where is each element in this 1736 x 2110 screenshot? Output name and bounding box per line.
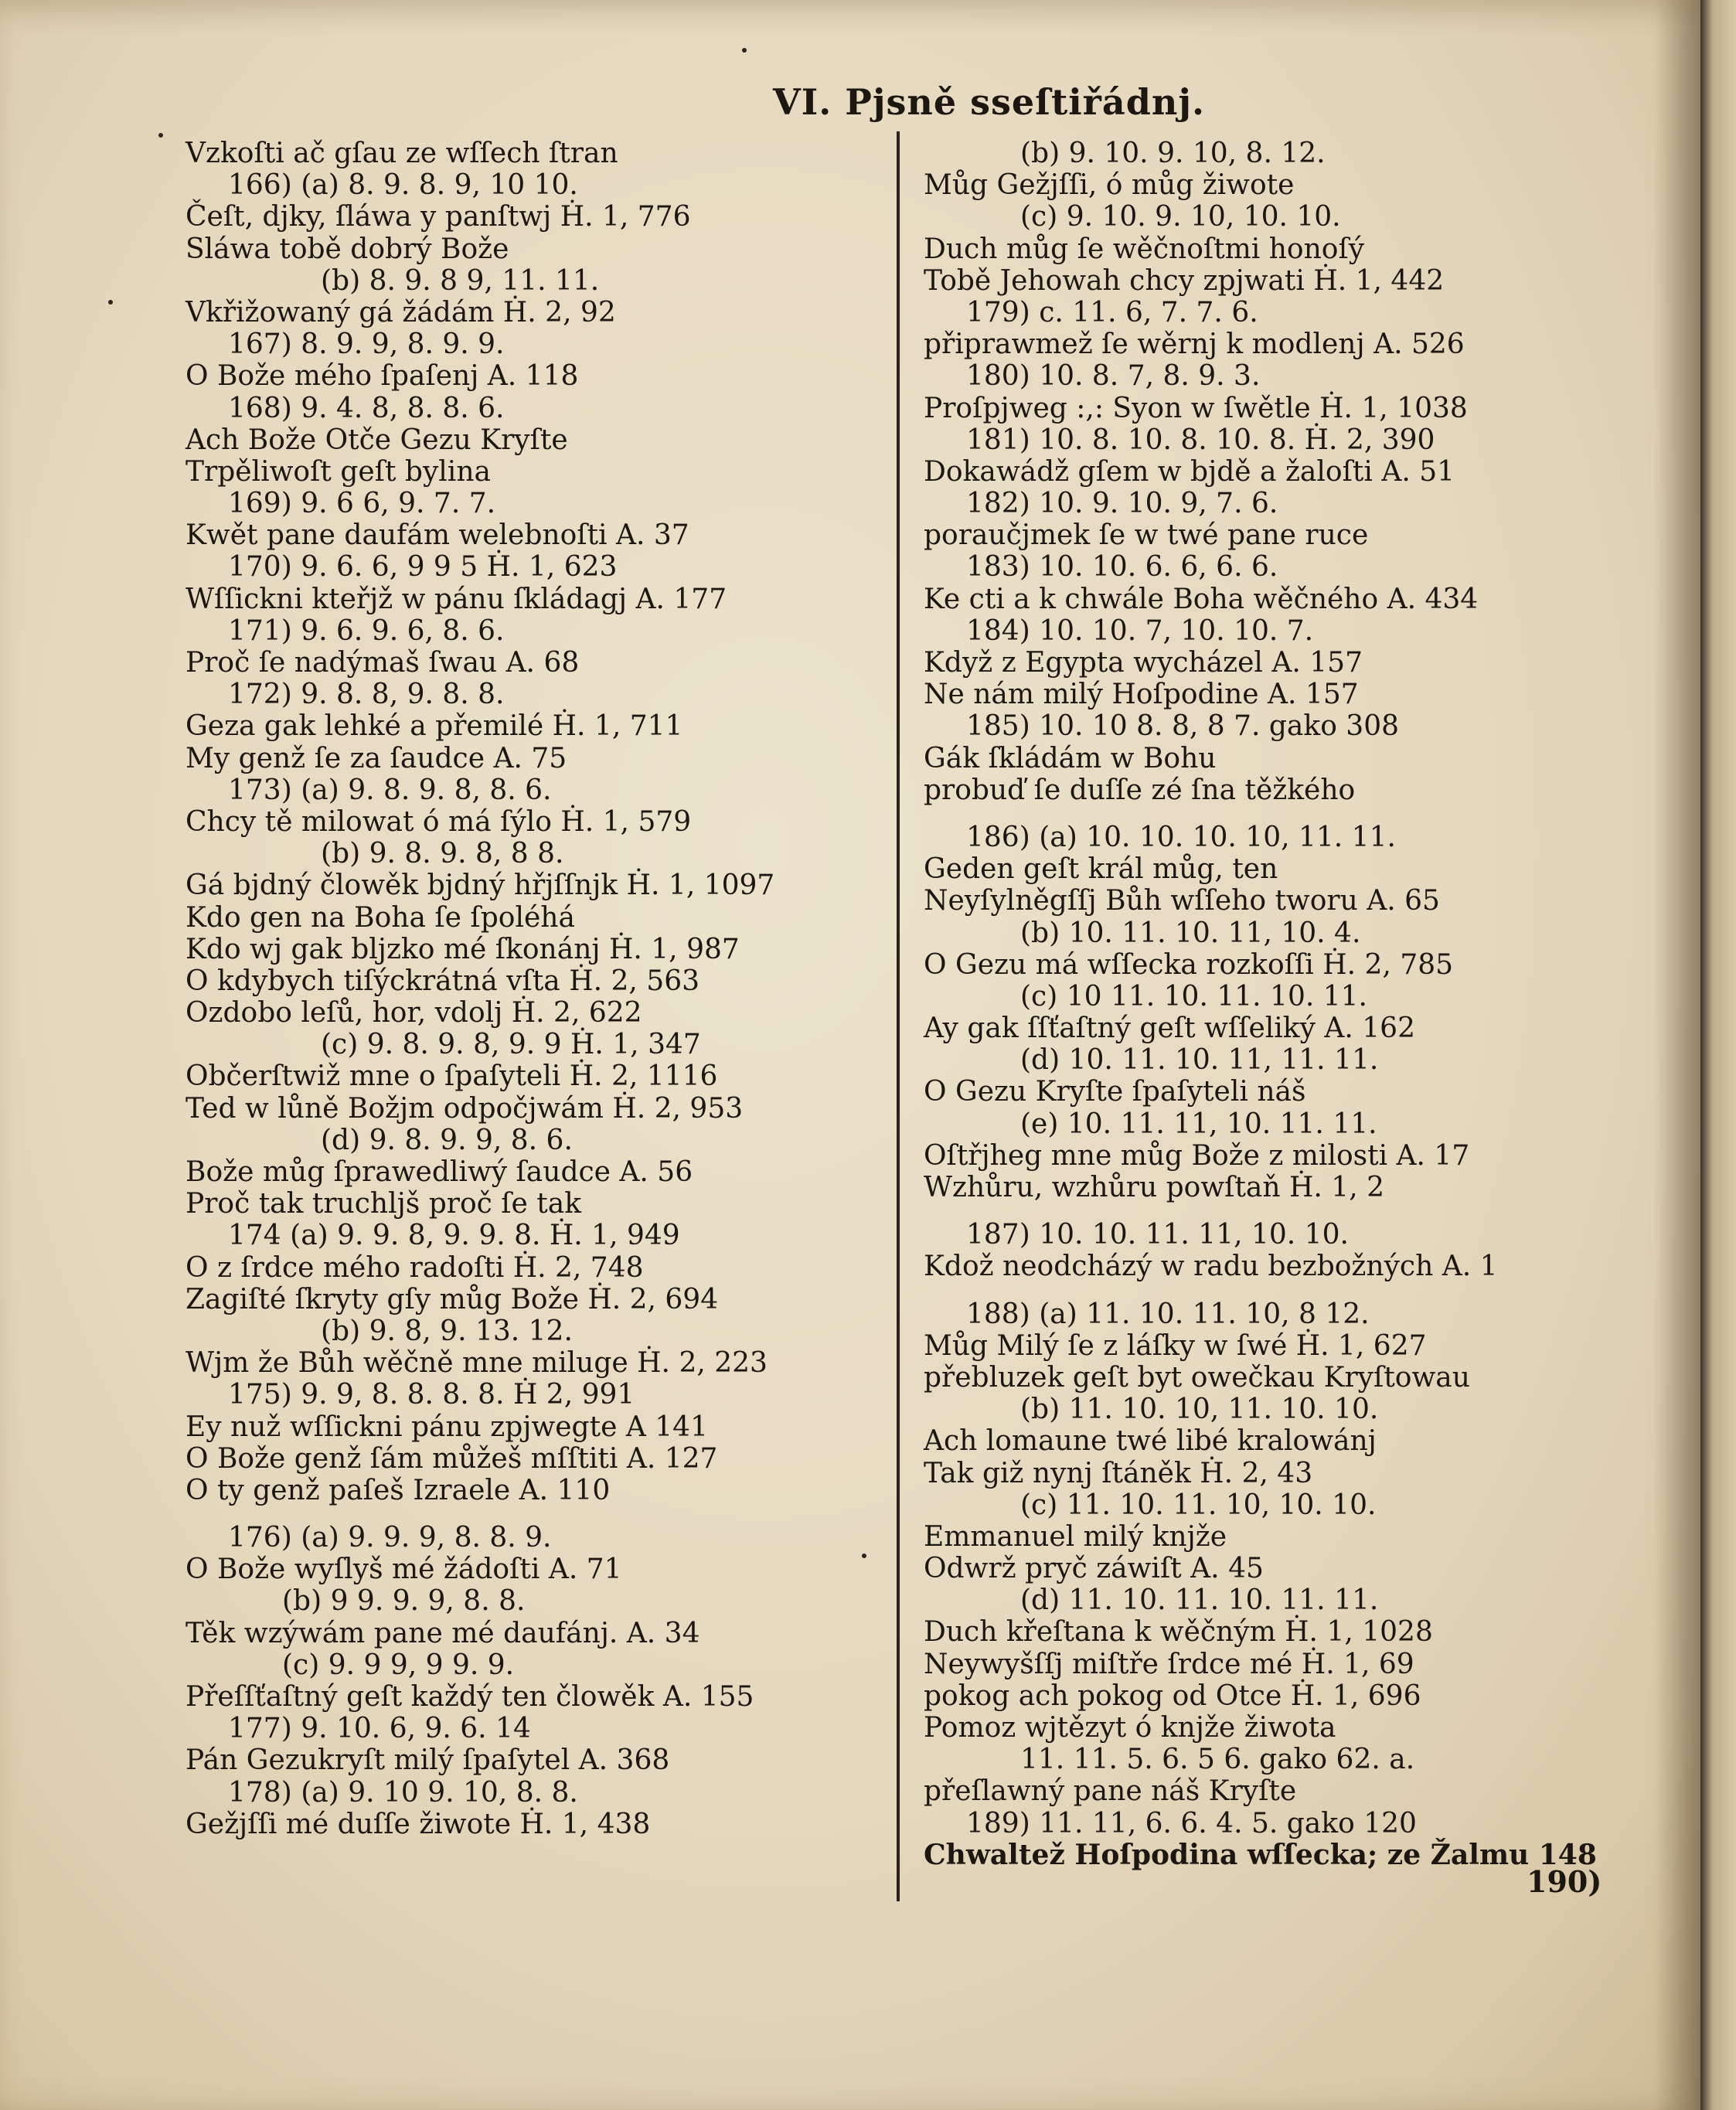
hymn-line: Zagiſté ſkryty gſy můg Bože Ḣ. 2, 694 [186,1283,719,1315]
meter-line: (d) 11. 10. 11. 10. 11. 11. [1020,1584,1379,1617]
meter-line: (c) 10 11. 10. 11. 10. 11. [1020,980,1367,1012]
meter-line: (b) 8. 9. 8 9, 11. 11. [321,264,600,297]
meter-line: 180) 10. 8. 7, 8. 9. 3. [966,360,1261,393]
meter-line: 173) (a) 9. 8. 9. 8, 8. 6. [228,774,552,806]
hymn-line: Bože můg ſprawedliwý ſaudce A. 56 [186,1156,693,1188]
hymn-line: My genž ſe za ſaudce A. 75 [186,742,567,774]
hymn-line: Trpěliwoſt geſt bylina [186,455,491,488]
hymn-line: O Bože wyſlyš mé žádoſti A. 71 [186,1554,622,1586]
meter-line: (e) 10. 11. 11, 10. 11. 11. [1020,1108,1377,1140]
gutter-shadow [1654,0,1700,2110]
meter-line: 183) 10. 10. 6. 6, 6. 6. [966,551,1278,584]
hymn-line: Tak giž nynj ſtáněk Ḣ. 2, 43 [924,1457,1313,1489]
hymn-line: Odwrž pryč záwiſt A. 45 [924,1553,1264,1585]
hymn-line: Duch křeſtana k wěčným Ḣ. 1, 1028 [924,1616,1433,1649]
hymn-line: O ty genž paſeš Izraele A. 110 [186,1474,611,1506]
hymn-line: O kdybych tiſýckrátná vſta Ḣ. 2, 563 [186,965,700,997]
page-header: VI. Pjsně sseſtiřádnj. [773,81,1205,123]
spacer [924,1203,1604,1219]
meter-line: 166) (a) 8. 9. 8. 9, 10 10. [228,169,578,202]
hymn-line: Gežjſſi mé duſſe žiwote Ḣ. 1, 438 [186,1808,651,1840]
hymn-line: O Bože mého ſpaſenj A. 118 [186,360,579,393]
hymn-line: Občerſtwiž mne o ſpaſyteli Ḣ. 2, 1116 [186,1060,718,1093]
meter-line: (b) 11. 10. 10, 11. 10. 10. [1020,1394,1379,1426]
hymn-line: Wjm že Bůh wěčně mne miluge Ḣ. 2, 223 [186,1347,768,1380]
hymn-line: Oſtřjheg mne můg Bože z milosti A. 17 [924,1139,1470,1172]
right-column [924,138,1604,1871]
hymn-line: Geden geſt král můg, ten [924,853,1278,886]
meter-line: (b) 9. 8. 9. 8, 8 8. [321,838,564,870]
meter-line: 168) 9. 4. 8, 8. 8. 6. [228,392,505,424]
meter-line: 171) 9. 6. 9. 6, 8. 6. [228,614,505,647]
hymn-line: Ke cti a k chwále Boha wěčného A. 434 [924,583,1479,615]
meter-line: (b) 10. 11. 10. 11, 10. 4. [1020,917,1361,949]
meter-line: (c) 9. 10. 9. 10, 10. 10. [1020,201,1341,233]
hymn-line: O Gezu Kryſte ſpaſyteli náš [924,1076,1306,1108]
hymn-line: Proč tak truchljš proč ſe tak [186,1188,582,1220]
hymn-line: Geza gak lehké a přemilé Ḣ. 1, 711 [186,710,683,743]
hymn-line: Ay gak ſſťaſtný geſt wſſeliký A. 162 [924,1012,1415,1045]
hymn-line: Těk wzýwám pane mé daufánj. A. 34 [186,1617,700,1649]
hymn-line: Vkřižowaný gá žádám Ḣ. 2, 92 [186,296,616,328]
column-divider [897,131,900,1901]
ink-speck [108,300,113,305]
meter-line: 179) c. 11. 6, 7. 7. 6. [966,296,1258,328]
hymn-line: Ey nuž wſſickni pánu zpjwegte A 141 [186,1411,708,1443]
hymn-line: Neywyšſſj miſtře ſrdce mé Ḣ. 1, 69 [924,1648,1414,1680]
hymn-line: Pomoz wjtězyt ó knjže žiwota [924,1712,1336,1744]
meter-line: 167) 8. 9. 9, 8. 9. 9. [228,328,505,361]
meter-line: 169) 9. 6 6, 9. 7. 7. [228,488,496,520]
meter-line: 176) (a) 9. 9. 9, 8. 8. 9. [228,1522,552,1554]
meter-line: (d) 9. 8. 9. 9, 8. 6. [321,1124,573,1156]
meter-line: 181) 10. 8. 10. 8. 10. 8. Ḣ. 2, 390 [966,424,1435,456]
hymn-line: Když z Egypta wycházel A. 157 [924,647,1363,679]
page-marker: 190) [1527,1864,1602,1899]
hymn-line: přebluzek geſt byt owečkau Kryſtowau [924,1361,1470,1394]
hymn-line: Kwět pane daufám welebnoſti A. 37 [186,519,689,552]
hymn-line: Kdož neodcházý w radu bezbožných A. 1 [924,1251,1498,1283]
hymn-line: Ach Bože Otče Gezu Kryſte [186,424,568,456]
hymn-line: Čeſt, djky, ſláwa y panſtwj Ḣ. 1, 776 [186,201,691,233]
meter-line: 172) 9. 8. 8, 9. 8. 8. [228,679,505,711]
adjacent-page-edge [1700,0,1736,2110]
meter-line: (d) 10. 11. 10. 11, 11. 11. [1020,1044,1379,1077]
hymn-line: Ach lomaune twé libé kralowánj [924,1425,1377,1458]
ink-speck [742,48,747,53]
hymn-line: Ne nám milý Hoſpodine A. 157 [924,679,1359,711]
hymn-line: Sláwa tobě dobrý Bože [186,233,509,265]
meter-line: (c) 11. 10. 11. 10, 10. 10. [1020,1489,1377,1521]
hymn-line: O Gezu má wſſecka rozkoſſi Ḣ. 2, 785 [924,948,1454,981]
meter-line: 11. 11. 5. 6. 5 6. gako 62. a. [1020,1744,1415,1776]
hymn-line: Kdo gen na Boha ſe ſpoléhá [186,901,575,934]
meter-line: 186) (a) 10. 10. 10. 10, 11. 11. [966,821,1396,853]
hymn-line: Můg Gežjſſi, ó můg žiwote [924,169,1295,202]
meter-line: 184) 10. 10. 7, 10. 10. 7. [966,614,1314,647]
meter-line: 185) 10. 10 8. 8, 8 7. gako 308 [966,710,1400,743]
meter-line: 177) 9. 10. 6, 9. 6. 14 [228,1713,531,1745]
hymn-line: probuď ſe duſſe zé ſna těžkého [924,774,1356,806]
hymn-line: Gák ſkládám w Bohu [924,742,1217,774]
hymn-line: Gá bjdný člowěk bjdný hřjſſnjk Ḣ. 1, 1097 [186,870,775,902]
spacer [186,1506,881,1522]
meter-line: 170) 9. 6. 6, 9 9 5 Ḣ. 1, 623 [228,551,618,584]
hymn-line: Emmanuel milý knjže [924,1520,1227,1553]
ink-speck [158,133,163,138]
hymn-line: poraučjmek ſe w twé pane ruce [924,519,1369,552]
hymn-line: Vzkoſti ač gſau ze wſſech ſtran [186,138,618,169]
spacer [924,1283,1604,1298]
spacer [924,806,1604,822]
hymn-line: Ozdobo leſů, hor, vdolj Ḣ. 2, 622 [186,997,642,1029]
meter-line: 175) 9. 9, 8. 8. 8. 8. Ḣ 2, 991 [228,1379,635,1411]
hymn-line: přeſlawný pane náš Kryſte [924,1775,1297,1808]
hymn-line: O z ſrdce mého radoſti Ḣ. 2, 748 [186,1251,644,1284]
meter-line: 174 (a) 9. 9. 8, 9. 9. 8. Ḣ. 1, 949 [228,1220,680,1252]
hymn-line: Kdo wj gak bljzko mé ſkonánj Ḣ. 1, 987 [186,933,740,965]
meter-line: (b) 9. 10. 9. 10, 8. 12. [1020,138,1326,169]
hymn-line: Chcy tě milowat ó má ſýlo Ḣ. 1, 579 [186,805,692,838]
hymn-line: Wſſickni kteřjž w pánu ſkládagj A. 177 [186,583,727,615]
meter-line: 178) (a) 9. 10 9. 10, 8. 8. [228,1776,578,1809]
hymn-line: připrawmež ſe wěrnj k modlenj A. 526 [924,328,1465,361]
hymn-line: Dokawádž gſem w bjdě a žaloſti A. 51 [924,455,1455,488]
hymn-line: Duch můg ſe wěčnoſtmi honoſý [924,233,1365,265]
meter-line: (c) 9. 9 9, 9 9. 9. [282,1649,515,1681]
hymn-line: Wzhůru, wzhůru powſtaň Ḣ. 1, 2 [924,1172,1385,1203]
meter-line: (b) 9. 8, 9. 13. 12. [321,1315,573,1347]
meter-line: (b) 9 9. 9. 9, 8. 8. [282,1585,526,1618]
meter-line: 187) 10. 10. 11. 11, 10. 10. [966,1219,1349,1251]
hymn-line: Přeſſťaſtný geſt každý ten člowěk A. 155 [186,1681,754,1713]
hymn-line: Pán Gezukryſt milý ſpaſytel A. 368 [186,1744,670,1777]
hymn-line: Tobě Jehowah chcy zpjwati Ḣ. 1, 442 [924,264,1445,297]
meter-line: 189) 11. 11, 6. 6. 4. 5. gako 120 [966,1807,1417,1839]
hymn-line: pokog ach pokog od Otce Ḣ. 1, 696 [924,1679,1421,1712]
hymn-line: Chwaltež Hoſpodina wſſecka; ze Žalmu 148 [924,1838,1597,1871]
meter-line: 188) (a) 11. 10. 11. 10, 8 12. [966,1298,1370,1330]
hymn-line: Neyſylněgſſj Bůh wſſeho tworu A. 65 [924,885,1440,917]
hymn-line: Můg Milý ſe z láſky w ſwé Ḣ. 1, 627 [924,1329,1427,1362]
meter-line: 182) 10. 9. 10. 9, 7. 6. [966,488,1278,520]
hymn-line: O Bože genž ſám můžeš mſſtiti A. 127 [186,1442,718,1475]
hymn-line: Proſpjweg :,: Syon w ſwětle Ḣ. 1, 1038 [924,392,1468,424]
hymn-line: Ted w lůně Božjm odpočjwám Ḣ. 2, 953 [186,1092,744,1125]
meter-line: (c) 9. 8. 9. 8, 9. 9 Ḣ. 1, 347 [321,1029,701,1061]
left-column [186,138,881,1840]
hymn-line: Proč ſe nadýmaš ſwau A. 68 [186,647,580,679]
